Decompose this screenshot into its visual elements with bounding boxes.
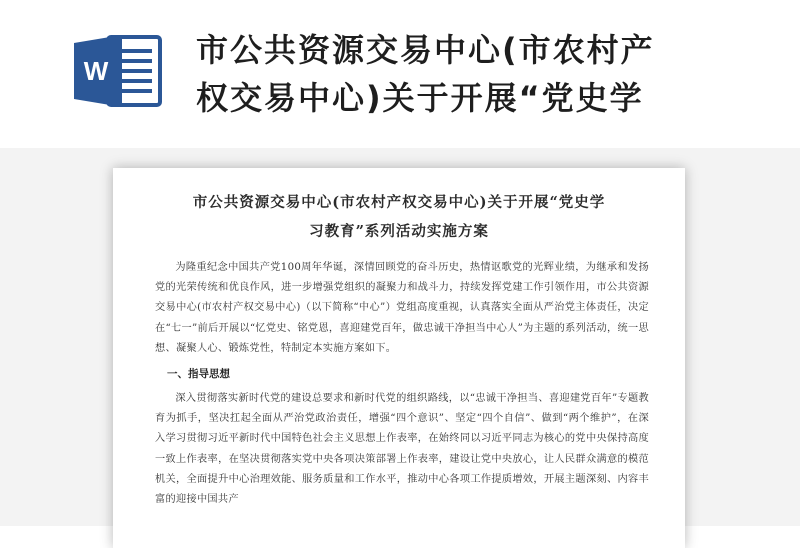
section-paragraph: 深入贯彻落实新时代党的建设总要求和新时代党的组织路线，以“忠诚干净担当、喜迎建党百年”专题教育为抓手，坚决扛起全面从严治党政治责任，增强“四个意识”、坚定“四个自信”、做到“两个维护”，在深入学习贯彻习近平新时代中国特色社会主义思想上作表率，在始终同以习近平同志为核心的党中央保持高度一致上作表率，在坚决贯彻落实党中央各项决策部署上作表率，建设让党中央放心，让人民群众满意的模范机关，全面提升中心治理效能、服务质量和工作水平，推动中心各项工作提质增效，开展主题深刻、内容丰富的迎接中国共产	[155, 393, 649, 506]
document-page	[113, 168, 685, 548]
word-icon-letter: W	[83, 56, 109, 86]
header-banner	[0, 0, 800, 150]
section-heading: 一、指导思想	[167, 368, 230, 381]
title-line-2: 权交易中心)关于开展“党史学	[196, 79, 644, 117]
document-title-line-2: 习教育”系列活动实施方案	[309, 223, 489, 240]
document-title	[141, 188, 657, 246]
intro-paragraph: 为隆重纪念中国共产党100周年华诞，深情回顾党的奋斗历史，热情讴歌党的光辉业绩，为继承和发扬党的光荣传统和优良作风，进一步增强党组织的凝聚力和战斗力，持续发挥党建工作引领作用，市公共资源交易中心(市农村产权交易中心)（以下简称“中心”）党组高度重视，认真落实全面从严治党主体责任，决定在“七一”前后开展以“忆党史、铭党恩，喜迎建党百年，做忠诚干净担当中心人”为主题的系列活动，统一思想、凝聚人心、锻炼党性，特制定本实施方案如下。	[155, 262, 649, 354]
title-line-1: 市公共资源交易中心(市农村产	[196, 31, 655, 69]
document-title-line-1: 市公共资源交易中心(市农村产权交易中心)关于开展“党史学	[192, 194, 606, 211]
page-title	[196, 26, 786, 122]
document-body	[155, 258, 649, 510]
microsoft-word-icon	[74, 33, 164, 109]
